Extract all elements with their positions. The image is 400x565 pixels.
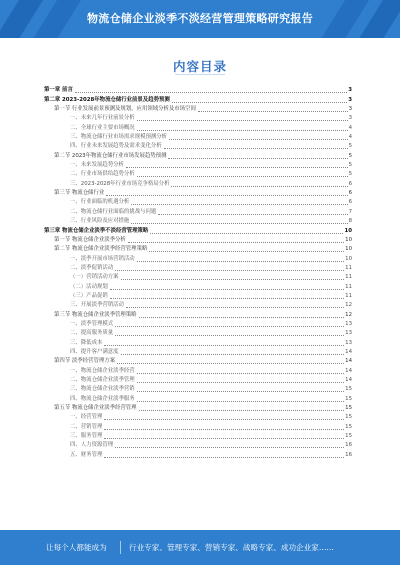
toc-entry-page: 15 [345,395,352,402]
footer-banner [0,530,400,565]
toc-entry-page: 13 [345,339,352,346]
toc-entry-page: 15 [345,414,352,421]
toc-leader-dots [164,148,348,149]
toc-entry-page: 5 [348,162,352,169]
toc-entry[interactable] [44,329,352,338]
toc-entry-page: 6 [348,180,352,187]
toc-leader-dots [104,429,344,430]
toc-entry-label: （一）营销活动方案 [70,274,119,281]
toc-entry-page: 16 [345,442,352,449]
toc-entry[interactable] [44,245,352,254]
toc-leader-dots [137,373,344,374]
toc-leader-dots [169,139,348,140]
toc-entry-label: 第四节 淡季经营管理方案 [54,358,116,365]
toc-leader-dots [75,92,347,93]
toc-entry[interactable] [44,179,352,188]
toc-leader-dots [137,401,344,402]
toc-entry-page: 15 [345,423,352,430]
toc-leader-dots [137,261,344,262]
toc-entry[interactable] [44,133,352,142]
footer-slogan-left: 让每个人都能成为 [46,543,107,552]
toc-entry-label: 一、未来发展趋势分析 [70,162,124,169]
toc-entry[interactable] [44,385,352,394]
toc-entry-page: 16 [345,451,352,458]
toc-entry-label: （二）活动规划 [70,283,108,290]
toc-leader-dots [137,130,348,131]
toc-leader-dots [168,158,347,159]
toc-leader-dots [110,298,344,299]
toc-entry[interactable] [44,357,352,366]
toc-entry-label: 三、物流仓储行业市场需求规模预测分析 [70,134,168,141]
toc-title: 内容目录 [172,59,227,74]
toc-entry-page: 11 [345,274,352,281]
toc-entry-page: 4 [348,134,352,141]
toc-entry[interactable] [44,413,352,422]
toc-entry[interactable] [44,292,352,301]
toc-entry[interactable] [44,282,352,291]
toc-title-divider [175,74,225,75]
toc-leader-dots [171,186,347,187]
toc-entry[interactable] [44,338,352,347]
toc-leader-dots [126,167,348,168]
toc-entry-page: 5 [348,152,352,159]
toc-entry-label: 三、行业风险及应对措施 [70,218,130,225]
toc-entry-page: 10 [345,246,352,253]
toc-entry[interactable] [44,432,352,441]
toc-entry-label: 第三节 物流仓储行业 [54,190,105,197]
toc-leader-dots [158,214,347,215]
toc-entry[interactable] [44,310,352,319]
toc-entry-label: 四、提升客户满意度 [70,348,119,355]
toc-entry[interactable] [44,198,352,207]
toc-entry-label: 一、淡季管理模式 [70,320,114,327]
toc-leader-dots [104,457,344,458]
toc-entry-label: 二、物流仓储企业淡季管理 [70,377,135,383]
toc-entry-label: 第一节 行业发展前景预测及规划，应用领域分析及市场空间 [54,106,196,113]
toc-entry-label: 一、行业面临的机遇分析 [70,199,130,206]
toc-entry[interactable] [44,254,352,263]
toc-entry-label: 第一节 物流仓储企业淡季分析 [54,236,126,243]
toc-entry[interactable] [44,376,352,385]
toc-entry-page: 6 [348,199,352,206]
toc-entry-page: 15 [345,386,352,393]
toc-entry-label: （三）产品促销 [70,292,108,299]
report-title: 物流仓储企业淡季不淡经营管理策略研究报告 [87,12,313,25]
toc-leader-dots [139,410,345,411]
toc-entry[interactable] [44,161,352,170]
toc-entry-page: 5 [348,171,352,178]
toc-leader-dots [198,111,348,112]
toc-entry-page: 14 [345,377,352,383]
toc-entry-page: 13 [345,320,352,327]
toc-entry-page: 12 [345,302,352,309]
toc-entry-page: 8 [348,218,352,225]
toc-entry[interactable] [44,189,352,198]
toc-entry[interactable] [44,366,352,375]
toc-entry-label: 一、物流仓储企业淡季经营 [70,367,135,374]
toc-leader-dots [121,279,345,280]
toc-leader-dots [115,326,344,327]
toc-leader-dots [115,447,344,448]
toc-entry-label: 第二章 2023-2028年物流仓储行业前景及趋势预测 [44,96,170,103]
toc-leader-dots [137,391,344,392]
toc-entry-label: 二、淡季促销活动 [70,264,114,271]
toc-entry-page: 12 [345,311,352,318]
toc-entry[interactable] [44,394,352,403]
toc-entry[interactable] [44,151,352,160]
toc-entry-label: 二、行业市场供给趋势分析 [70,171,135,178]
toc-entry-page: 6 [348,190,352,197]
toc-leader-dots [131,204,347,205]
toc-entry-label: 二、全球行业主要市场概况 [70,124,135,131]
toc-entry-page: 3 [348,115,352,122]
toc-leader-dots [150,233,343,234]
toc-entry-page: 7 [348,208,352,215]
toc-leader-dots [149,251,344,252]
toc-entry-label: 第一章 前言 [44,87,73,94]
toc-entry[interactable] [44,264,352,273]
toc-entry[interactable] [44,450,352,459]
toc-leader-dots [137,176,348,177]
toc-leader-dots [172,102,347,103]
toc-entry[interactable] [44,105,352,114]
toc-entry-label: 二、提高服务质量 [70,330,114,337]
toc-leader-dots [104,438,344,439]
toc-entry-label: 二、物流仓储行业面临的挑战与问题 [70,208,157,215]
toc-entry-page: 14 [345,367,352,374]
toc-entry-label: 第二节 物流仓储企业淡季经营管理策略 [54,246,148,253]
toc-entry[interactable] [44,441,352,450]
toc-entry[interactable] [44,142,352,151]
toc-leader-dots [121,354,345,355]
toc-entry[interactable] [44,123,352,132]
toc-entry-label: 四、物流仓储企业淡季服务 [70,395,135,402]
toc-leader-dots [137,382,344,383]
toc-entry-page: 11 [345,283,352,290]
footer-slogan-right: 行业专家、管理专家、营销专家、战略专家、成功企业家…… [129,543,335,552]
toc-entry-label: 一、淡季开展市场营销活动 [70,255,135,262]
toc-entry-page: 4 [348,124,352,131]
toc-entry[interactable] [44,170,352,179]
toc-entry-page: 10 [345,236,352,243]
toc-entry-page: 14 [345,358,352,365]
toc-leader-dots [104,419,344,420]
toc-entry-label: 三、服务管理 [70,433,103,440]
toc-entry[interactable] [44,348,352,357]
toc-entry[interactable] [44,422,352,431]
toc-entry[interactable] [44,114,352,123]
toc-leader-dots [115,270,344,271]
toc-entry[interactable] [44,236,352,245]
toc-entry-label: 二、营销管理 [70,423,103,430]
toc-leader-dots [115,335,344,336]
header-banner [0,0,400,38]
toc-leader-dots [110,289,344,290]
toc-entry[interactable] [44,320,352,329]
toc-entry[interactable] [44,301,352,310]
toc-entry-label: 三、2023-2028年行业市场竞争格局分析 [70,180,170,187]
toc-entry[interactable] [44,86,352,95]
toc-entry-label: 三、降低成本 [70,339,103,346]
toc-entry-page: 13 [345,330,352,337]
toc-entry-label: 第三节 物流仓储企业淡季管理策略 [54,311,137,318]
toc-entry-label: 一、经营管理 [70,414,103,421]
toc-entry-label: 第三章 物流仓储企业淡季不淡经营管理策略 [44,227,149,234]
toc-leader-dots [126,307,344,308]
toc-entry-label: 三、开展淡季营销活动 [70,302,124,309]
toc-leader-dots [106,195,347,196]
toc-entry[interactable] [44,226,352,235]
toc-entry-page: 10 [344,227,352,234]
table-of-contents [44,86,352,460]
toc-entry-label: 五、财务管理 [70,451,103,458]
toc-entry[interactable] [44,207,352,216]
footer-divider [120,541,121,554]
toc-entry-page: 3 [348,96,352,103]
toc-leader-dots [139,317,345,318]
toc-entry-page: 15 [345,405,352,412]
toc-entry-page: 3 [348,106,352,113]
toc-entry-label: 一、未来几年行业前景分析 [70,115,135,122]
toc-entry-page: 10 [345,255,352,262]
toc-leader-dots [137,120,348,121]
toc-entry-page: 11 [345,292,352,299]
toc-leader-dots [117,363,344,364]
toc-entry-page: 11 [345,264,352,271]
toc-entry-label: 三、物流仓储企业淡季营销 [70,386,135,393]
toc-entry-page: 5 [348,143,352,150]
toc-entry-label: 四、人力资源管理 [70,442,114,449]
toc-entry-page: 15 [345,433,352,440]
toc-entry[interactable] [44,273,352,282]
toc-entry[interactable] [44,217,352,226]
toc-entry-label: 第二节 2023年物流仓储行业市场发展趋势预测 [54,152,167,159]
toc-entry-label: 四、行业未来发展趋势及需求变化分析 [70,143,162,150]
toc-leader-dots [131,223,347,224]
toc-entry[interactable] [44,404,352,413]
toc-entry-page: 14 [345,348,352,355]
toc-entry-label: 第五节 物流仓储企业淡季经营管理 [54,405,137,412]
toc-entry-page: 3 [348,87,352,94]
toc-entry[interactable] [44,95,352,104]
toc-leader-dots [128,242,344,243]
toc-leader-dots [104,345,344,346]
